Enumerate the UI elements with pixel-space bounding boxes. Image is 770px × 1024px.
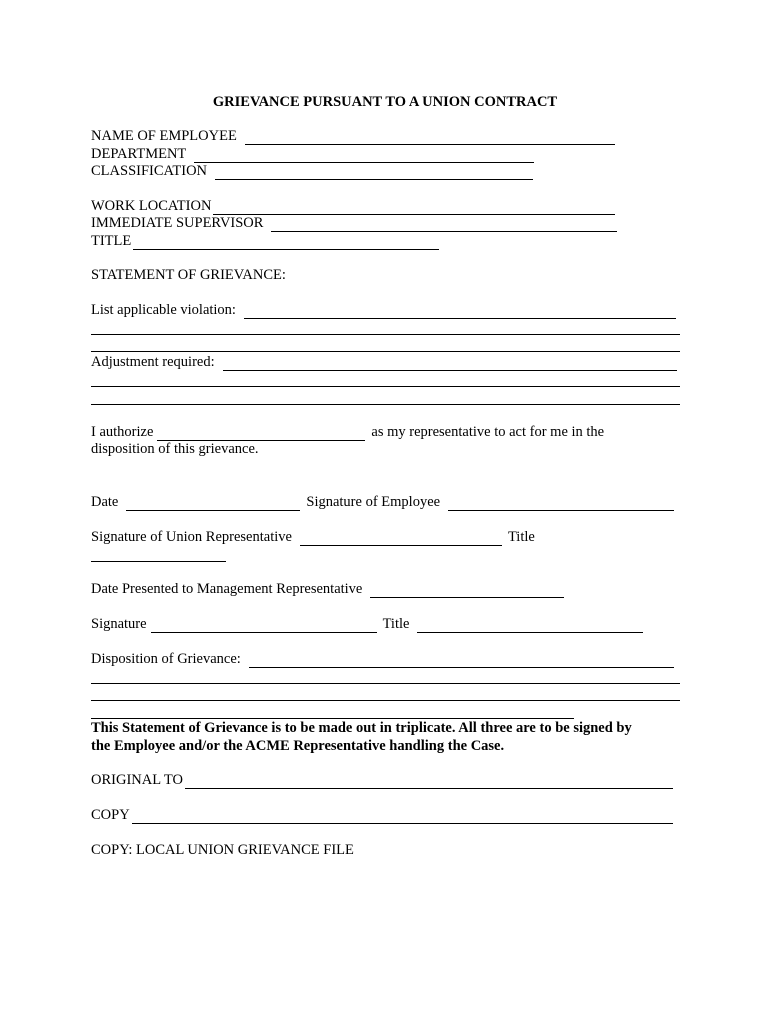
supervisor-row [91,214,617,232]
disposition-label: Disposition of Grievance: [91,651,241,667]
disposition-line-3[interactable] [91,700,680,701]
adjustment-line-2[interactable] [91,386,680,387]
authorize-prefix: I authorize [91,424,154,440]
classification-label: CLASSIFICATION [91,163,208,179]
violation-line-3[interactable] [91,351,680,352]
original-to-label: ORIGINAL TO [91,772,183,788]
classification-row [91,162,533,180]
copy-row [91,806,673,824]
title-field[interactable] [133,236,439,250]
department-field[interactable] [194,149,534,163]
adjustment-row [91,353,677,371]
union-rep-row [91,528,535,546]
disposition-row [91,650,674,668]
authorize-row [91,423,604,441]
date-presented-label: Date Presented to Management Representative [91,581,363,597]
statement-heading: STATEMENT OF GRIEVANCE: [91,267,286,283]
authorize-line-2: disposition of this grievance. [91,441,259,457]
employee-signature-field[interactable] [448,497,674,511]
violation-field[interactable] [244,305,676,319]
form-title: GRIEVANCE PURSUANT TO A UNION CONTRACT [212,94,558,110]
violation-line-2[interactable] [91,334,680,335]
triplicate-notice-line-2: the Employee and/or the ACME Representative handling the Case. [91,738,505,754]
disposition-line-2[interactable] [91,683,680,684]
employee-name-label: NAME OF EMPLOYEE [91,128,237,144]
triplicate-notice-line-1: This Statement of Grievance is to be made out in triplicate. All three are to be signed by [91,720,632,736]
union-rep-signature-label: Signature of Union Representative [91,529,292,545]
date-label: Date [91,494,119,510]
violation-label: List applicable violation: [91,302,236,318]
signature-title-field[interactable] [417,619,643,633]
date-presented-row [91,580,564,598]
adjustment-line-3[interactable] [91,404,680,405]
department-row [91,145,534,163]
union-rep-title-field[interactable] [91,561,226,562]
employee-name-field[interactable] [245,131,615,145]
copy-label: COPY [91,807,130,823]
date-signature-row [91,493,674,511]
work-location-field[interactable] [213,201,615,215]
signature-field[interactable] [151,619,377,633]
union-rep-signature-field[interactable] [300,532,502,546]
union-rep-title-label: Title [507,529,535,545]
supervisor-field[interactable] [271,218,617,232]
disposition-field[interactable] [249,654,674,668]
title-row [91,232,439,250]
work-location-label: WORK LOCATION [91,198,212,214]
title-label: TITLE [91,233,132,249]
signature-title-row [91,615,643,633]
adjustment-field[interactable] [223,357,677,371]
department-label: DEPARTMENT [91,146,187,162]
representative-field[interactable] [157,427,365,441]
disposition-line-4[interactable] [91,718,574,719]
classification-field[interactable] [215,166,533,180]
copy-local-file: COPY: LOCAL UNION GRIEVANCE FILE [91,842,354,858]
work-location-row [91,197,615,215]
original-to-field[interactable] [185,775,673,789]
employee-signature-label: Signature of Employee [306,494,441,510]
original-to-row [91,771,673,789]
authorize-suffix: as my representative to act for me in the [371,424,605,440]
supervisor-label: IMMEDIATE SUPERVISOR [91,215,264,231]
date-presented-field[interactable] [370,584,564,598]
employee-name-row [91,127,615,145]
signature-label: Signature [91,616,147,632]
date-field[interactable] [126,497,300,511]
violation-row [91,301,676,319]
copy-field[interactable] [132,810,673,824]
adjustment-label: Adjustment required: [91,354,215,370]
signature-title-label: Title [382,616,410,632]
